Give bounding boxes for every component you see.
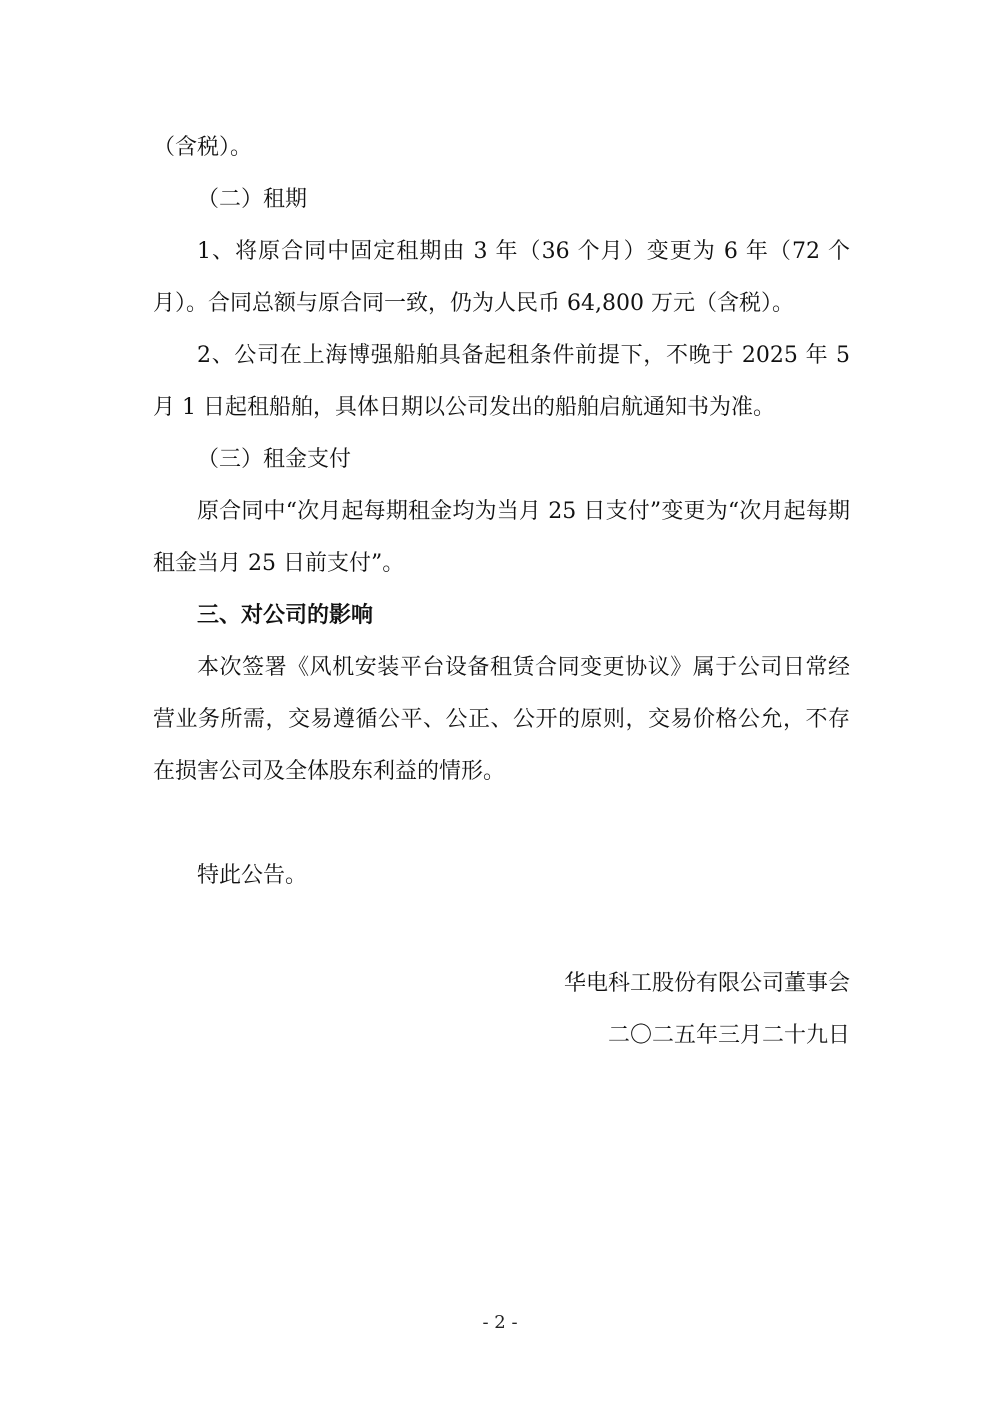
tax-note-line: （含税）。 bbox=[153, 135, 253, 160]
signatory: 华电科工股份有限公司董事会 bbox=[563, 971, 850, 996]
term-item-1: 1、将原合同中固定租期由 3 年（36 个月）变更为 6 年（72 个月）。合同总额与原合同一致，仍为人民币 64,800 万元（含税）。 bbox=[153, 239, 850, 316]
signing-date: 二〇二五年三月二十九日 bbox=[607, 1023, 850, 1048]
section-term-heading: （二）租期 bbox=[197, 187, 308, 212]
section-payment-heading: （三）租金支付 bbox=[197, 447, 352, 472]
impact-text: 本次签署《风机安装平台设备租赁合同变更协议》属于公司日常经营业务所需，交易遵循公平、公正、公开的原则，交易价格公允，不存在损害公司及全体股东利益的情形。 bbox=[153, 655, 850, 784]
impact-heading: 三、对公司的影响 bbox=[197, 603, 374, 628]
page-number: - 2 - bbox=[482, 1312, 518, 1333]
payment-text: 原合同中“次月起每期租金均为当月 25 日支付”变更为“次月起每期租金当月 25 日前支付”。 bbox=[153, 499, 850, 576]
closing-statement: 特此公告。 bbox=[197, 863, 308, 888]
term-item-2: 2、公司在上海博强船舶具备起租条件前提下，不晚于 2025 年 5 月 1 日起租船舶，具体日期以公司发出的船舶启航通知书为准。 bbox=[153, 343, 850, 420]
